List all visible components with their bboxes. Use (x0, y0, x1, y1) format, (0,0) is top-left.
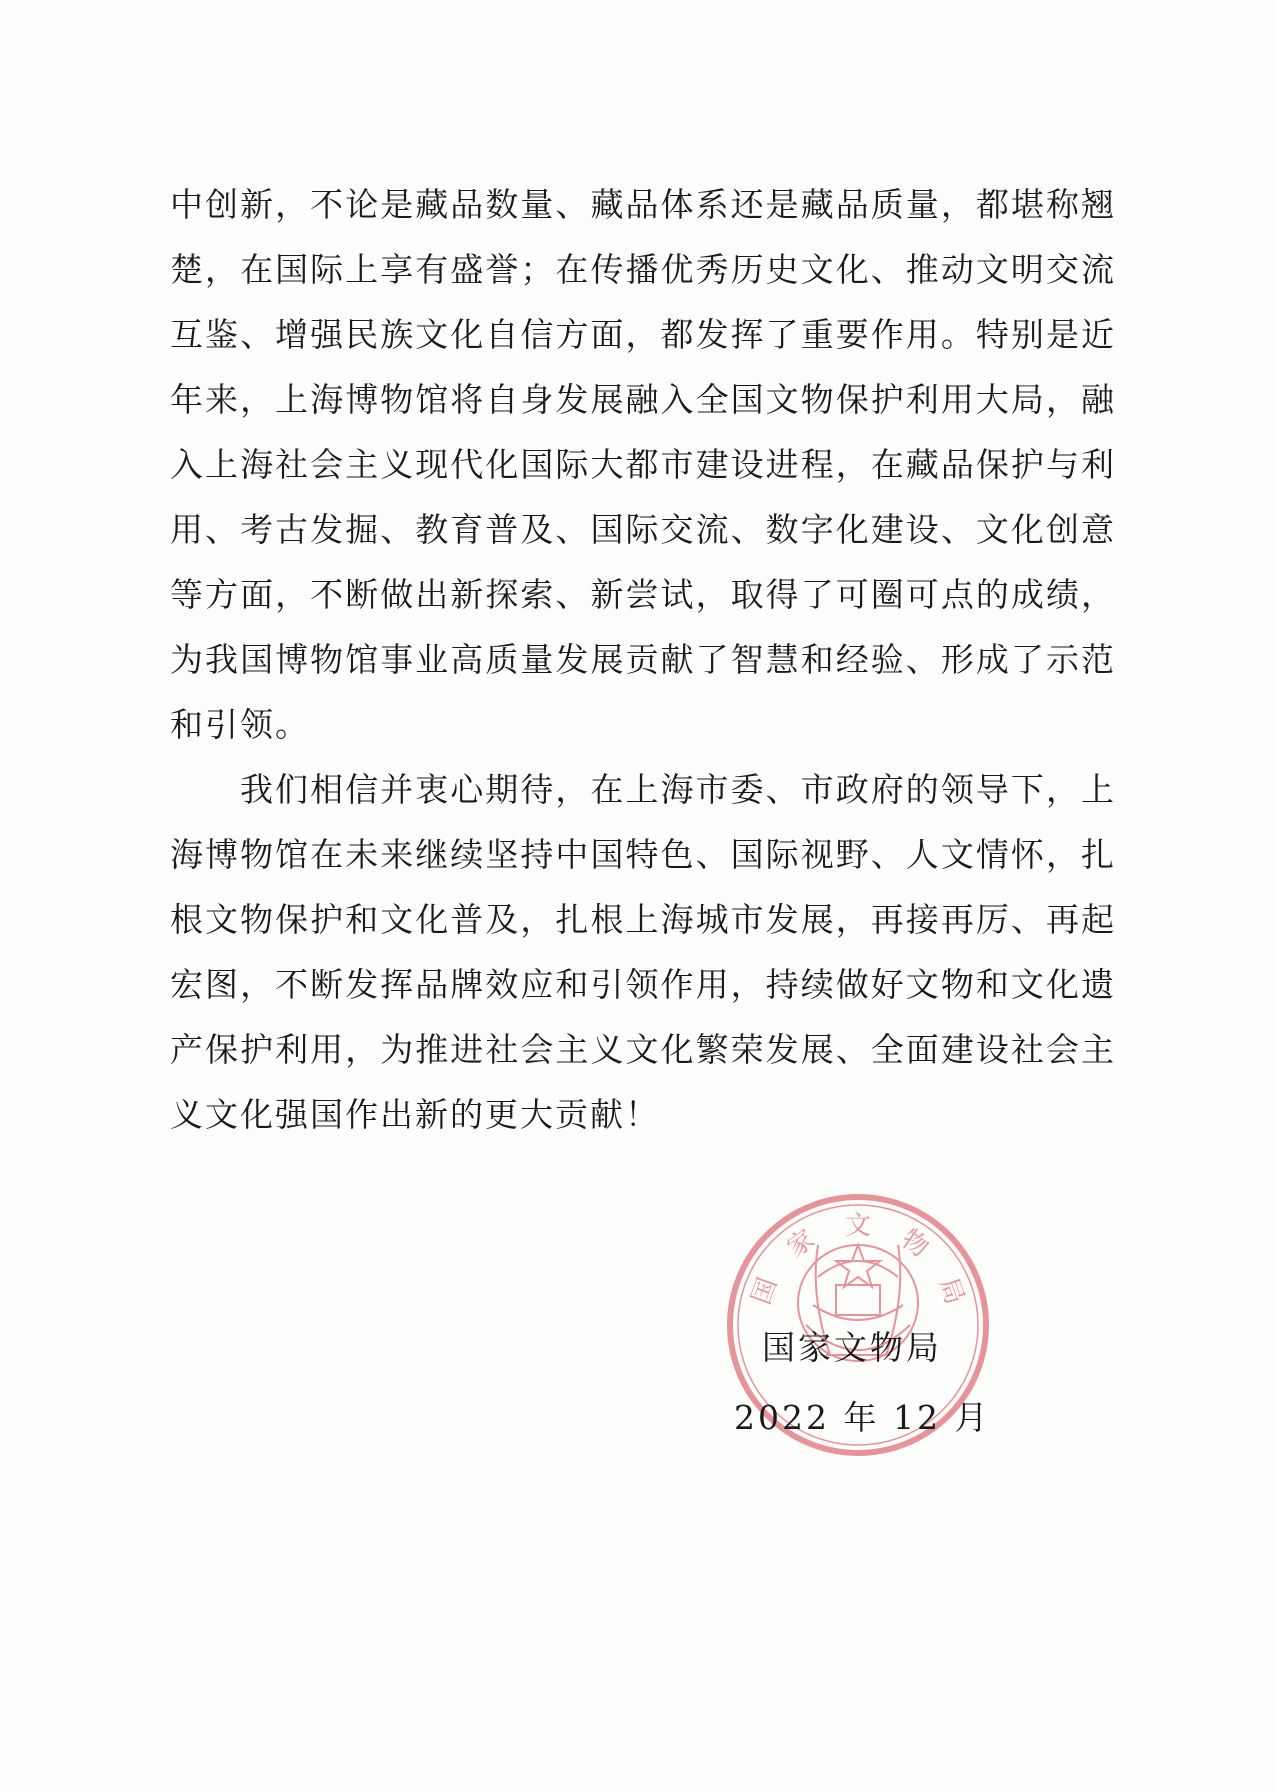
seal-character: 家 (781, 1224, 821, 1264)
body-line: 我们相信并衷心期待，在上海市委、市政府的领导下，上 (240, 770, 1116, 809)
body-line: 入上海社会主义现代化国际大都市建设进程，在藏品保护与利 (170, 445, 1116, 484)
body-line: 和引领。 (170, 705, 310, 744)
seal-character: 国 (746, 1273, 784, 1309)
body-line: 为我国博物馆事业高质量发展贡献了智慧和经验、形成了示范 (170, 640, 1116, 679)
body-line: 年来，上海博物馆将自身发展融入全国文物保护利用大局，融 (170, 380, 1116, 419)
body-line: 海博物馆在未来继续坚持中国特色、国际视野、人文情怀，扎 (170, 835, 1116, 874)
seal-character: 文 (844, 1211, 872, 1241)
body-line: 产保护利用，为推进社会主义文化繁荣发展、全面建设社会主 (170, 1030, 1116, 1069)
body-line: 楚，在国际上享有盛誉；在传播优秀历史文化、推动文明交流 (170, 250, 1116, 289)
body-line: 用、考古发掘、教育普及、国际交流、数字化建设、文化创意 (170, 510, 1116, 549)
letter-body (170, 172, 1116, 1147)
issuing-organization: 国家文物局 (762, 1328, 942, 1367)
issue-date: 2022 年 12 月 (734, 1398, 991, 1437)
seal-character: 局 (932, 1273, 970, 1309)
body-line: 互鉴、增强民族文化自信方面，都发挥了重要作用。特别是近 (170, 315, 1116, 354)
body-line: 中创新，不论是藏品数量、藏品体系还是藏品质量，都堪称翘 (170, 185, 1116, 224)
seal-character: 物 (895, 1224, 935, 1264)
body-line: 根文物保护和文化普及，扎根上海城市发展，再接再厉、再起 (170, 900, 1116, 939)
body-line: 义文化强国作出新的更大贡献！ (170, 1095, 660, 1134)
body-line: 宏图，不断发挥品牌效应和引领作用，持续做好文物和文化遗 (170, 965, 1116, 1004)
body-line: 等方面，不断做出新探索、新尝试，取得了可圈可点的成绩， (170, 575, 1116, 614)
